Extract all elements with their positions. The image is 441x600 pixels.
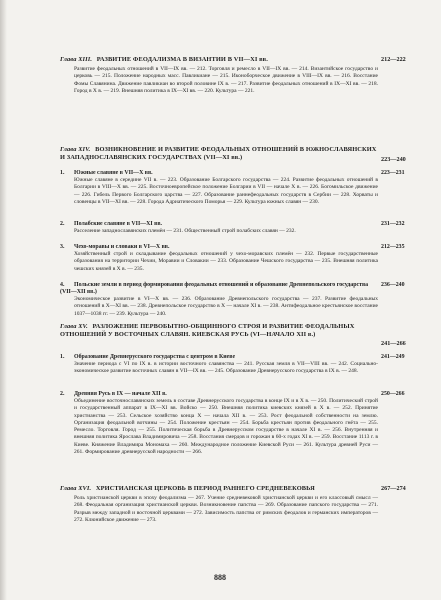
section-summary: Объединение восточнославянских земель в составе Древнерусского государства в конце IX и в X в. — 250. Политический строй и государственный аппарат в IX—XI вв. Войско — 250. Внешняя политика киевских князей в X в. — 252. Принятие христианства — 253. Сельское хозяйство конца X — начала XII в. — 253. Рост феодальной собственности на землю. Организация феодальной вотчины — 254. Положение крестьян — 254. Борьба крестьян против феодального гнёта — 255. Ремесло. Торговля. Город — 255. Политическая борьба в Древнерусском государстве в начале XI в. — 256. Внутренняя и внешняя политика Ярослава Владимировича — 258. Восстания смердов и горожан в 60-х годах XI в. — 259. Восстание 1113 г. в Киеве. Княжение Владимира Мономаха — 260. Международное положение Киевской Руси — 261. Культура древней Руси — 261. Формирование древнерусской народности — 266. xyxy=(74,398,378,456)
chapter-summary: Роль христианской церкви в эпоху феодализма — 267. Учение средневековой христианской церкви и его классовый смысл — 268. Феодальная организация христианской церкви. Возникновение папства — 269. Образование папского государства — 271. Разрыв между западной и восточной церквами — 272. Зависимость папства от римских феодалов и германских императоров — 272. Клюнийское движение — 273. xyxy=(74,495,378,523)
chapter-heading xyxy=(60,323,378,339)
chapter-label: Глава XIV. xyxy=(60,146,91,153)
section-number: 3. xyxy=(60,244,65,250)
chapter-title: ХРИСТИАНСКАЯ ЦЕРКОВЬ В ПЕРИОД РАННЕГО СРЕДНЕВЕКОВЬЯ xyxy=(95,485,315,492)
section-number: 4. xyxy=(60,282,65,288)
section-number: 1. xyxy=(60,354,65,360)
section-number: 2. xyxy=(60,221,65,227)
chapter-label: Глава XVI. xyxy=(60,485,92,492)
chapter-title: ВОЗНИКНОВЕНИЕ И РАЗВИТИЕ ФЕОДАЛЬНЫХ ОТНОШЕНИЙ В ЮЖНОСЛАВЯНСКИХ И ЗАПАДНОСЛАВЯНСКИХ ГОСУДАРСТВАХ (VII—XI вв.) xyxy=(60,146,377,161)
section-pages: 241—249 xyxy=(381,354,405,360)
section-pages: 236—240 xyxy=(381,282,405,288)
section-number: 2. xyxy=(60,391,65,397)
page-number: 888 xyxy=(214,573,226,582)
section-summary: Значение периода с VI по IX в. в истории восточного славянства — 241. Русская земля в VII—VIII вв. — 242. Социально-экономическое развитие восточных славян в VII—IX вв. — 245. Образование Древнерусского государства в IX в. — 248. xyxy=(74,361,378,375)
section-title-text: Южные славяне в VII—X вв. xyxy=(74,170,153,176)
section-title-text: Древняя Русь в IX — начале XII в. xyxy=(74,391,167,397)
section-summary: Хозяйственный строй и складывание феодальных отношений у чехо-моравских племён — 232. Первые государственные образования на территории Чехии, Моравии и Словакии — 233. Образование Чешского государства — 235. Внешняя политика чешских князей в X в. — 235. xyxy=(74,251,378,272)
section-summary: Экономическое развитие в VI—X вв. — 236. Образование Древнепольского государства — 237. Развитие феодальных отношений в X—XI вв. — 238. Древнепольское государство в X — начале XI в. — 238. Антифеодальное крестьянское восстание 1037—1038 гг. — 239. Культура — 240. xyxy=(74,296,378,317)
section-number: 1. xyxy=(60,170,65,176)
chapter-title: РАЗВИТИЕ ФЕОДАЛИЗМА В ВИЗАНТИИ В VII—XI вв. xyxy=(96,56,268,63)
chapter-title: РАЗЛОЖЕНИЕ ПЕРВОБЫТНО-ОБЩИННОГО СТРОЯ И РАЗВИТИЕ ФЕОДАЛЬНЫХ ОТНОШЕНИЙ У ВОСТОЧНЫХ СЛАВЯН. КИЕВСКАЯ РУСЬ (VI—НАЧАЛО XII в.) xyxy=(60,323,355,338)
chapter-pages: 267—274 xyxy=(381,485,406,492)
section-title xyxy=(60,282,378,297)
section-title-text: Польские земли в период формирования феодальных отношений и образование Древнепольского государства (VII—XII вв.) xyxy=(60,282,369,296)
chapter-pages: 241—266 xyxy=(381,340,406,347)
chapter-heading xyxy=(60,56,378,64)
chapter-heading xyxy=(60,485,378,493)
section-title-text: Образование Древнерусского государства с центром в Киеве xyxy=(74,354,236,360)
section-pages: 231—232 xyxy=(381,221,405,227)
chapter-label: Глава XV. xyxy=(60,323,88,330)
section-title-text: Чехо-моравы и словаки в VI—X вв. xyxy=(74,244,170,250)
section-title-text: Полабские славяне в VII—XI вв. xyxy=(74,221,163,227)
chapter-summary: Развитие феодальных отношений в VII—IX вв. — 212. Торговля и ремесло в VII—IX вв. — 214. Византийское государство и церковь — 215. Положение народных масс. Павликиане — 215. Иконоборческое движение в VIII—IX вв. — 216. Восстание Фомы Славянина. Движение павликиан во второй половине IX в. — 217. Развитие феодальных отношений в IX—XI вв. — 218. Город в X в. — 219. Внешняя политика в IX—XI вв. — 220. Культура — 221. xyxy=(74,66,378,94)
chapter-pages: 223—240 xyxy=(381,156,406,163)
section-pages: 250—266 xyxy=(381,391,405,397)
section-pages: 223—231 xyxy=(381,170,405,176)
chapter-label: Глава XIII. xyxy=(60,56,93,63)
chapter-heading xyxy=(60,146,378,162)
section-pages: 212—235 xyxy=(381,244,405,250)
section-summary: Расселение западнославянских племён — 231. Общественный строй полабских славян — 232. xyxy=(74,228,296,234)
chapter-pages: 212—222 xyxy=(381,56,406,63)
section-summary: Южные славяне в середине VII в. — 223. Образование Болгарского государства — 224. Развитие феодальных отношений в Болгарии в VIII—X вв. — 225. Восточноевропейское положение Болгарии в VII — начале X в. — 226. Богомильское движение — 226. Гибель Первого Болгарского царства — 227. Образование раннефеодальных государств в Сербии — 228. Хорваты и словенцы в VII—XI вв. — 228. Города Адриатического Поморья — 229. Культура южных славян — 230. xyxy=(74,177,378,205)
